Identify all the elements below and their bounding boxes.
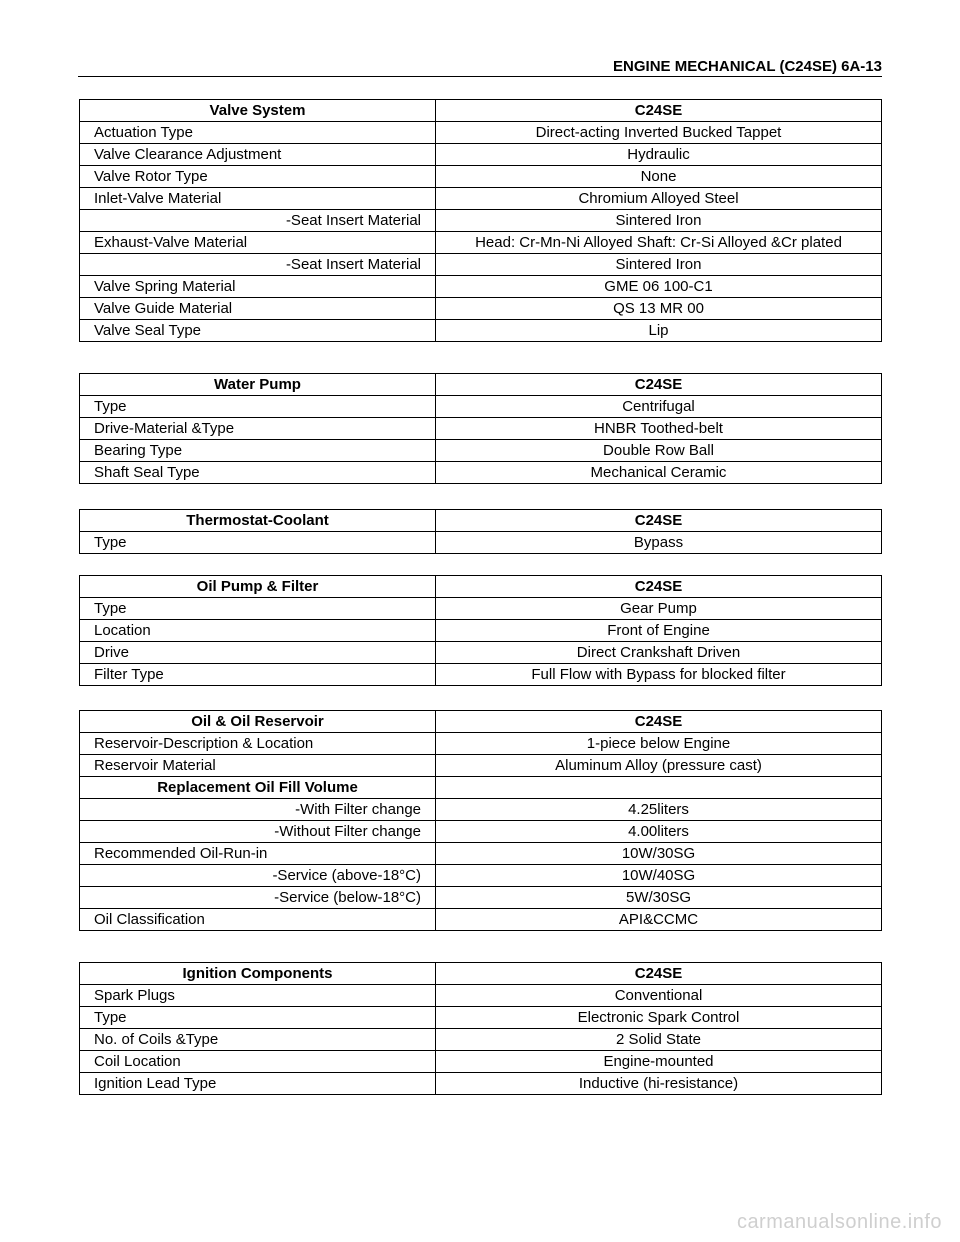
spec-label: Bearing Type bbox=[80, 440, 436, 462]
table-model-heading: C24SE bbox=[436, 510, 882, 532]
table-section-heading: Thermostat-Coolant bbox=[80, 510, 436, 532]
spec-label: No. of Coils &Type bbox=[80, 1029, 436, 1051]
spec-label: Type bbox=[80, 396, 436, 418]
spec-label: -Seat Insert Material bbox=[80, 254, 436, 276]
table-model-heading: C24SE bbox=[436, 576, 882, 598]
table-section-heading: Water Pump bbox=[80, 374, 436, 396]
spec-label: Exhaust-Valve Material bbox=[80, 232, 436, 254]
table-section-heading: Oil & Oil Reservoir bbox=[80, 711, 436, 733]
table-header-row bbox=[80, 100, 882, 122]
spec-table-oil-reservoir bbox=[79, 710, 882, 931]
spec-label: Reservoir-Description & Location bbox=[80, 733, 436, 755]
spec-label: Oil Classification bbox=[80, 909, 436, 931]
table-row bbox=[80, 821, 882, 843]
watermark: carmanualsonline.info bbox=[736, 1211, 942, 1233]
spec-value: Sintered Iron bbox=[436, 210, 882, 232]
table-model-heading: C24SE bbox=[436, 374, 882, 396]
spec-value: Engine-mounted bbox=[436, 1051, 882, 1073]
spec-value: 10W/30SG bbox=[436, 843, 882, 865]
spec-label: Shaft Seal Type bbox=[80, 462, 436, 484]
table-header-row bbox=[80, 711, 882, 733]
table-row bbox=[80, 598, 882, 620]
table-row bbox=[80, 440, 882, 462]
spec-value: Aluminum Alloy (pressure cast) bbox=[436, 755, 882, 777]
spec-value: Gear Pump bbox=[436, 598, 882, 620]
table-row bbox=[80, 166, 882, 188]
spec-value: Centrifugal bbox=[436, 396, 882, 418]
table-row bbox=[80, 276, 882, 298]
spec-label: Drive bbox=[80, 642, 436, 664]
table-row bbox=[80, 320, 882, 342]
spec-label: Type bbox=[80, 598, 436, 620]
table-section-heading: Valve System bbox=[80, 100, 436, 122]
table-row bbox=[80, 843, 882, 865]
spec-value: API&CCMC bbox=[436, 909, 882, 931]
header-rule bbox=[78, 76, 882, 77]
table-row bbox=[80, 865, 882, 887]
spec-value: 4.25liters bbox=[436, 799, 882, 821]
spec-label: Location bbox=[80, 620, 436, 642]
table-row bbox=[80, 1051, 882, 1073]
spec-label: Type bbox=[80, 1007, 436, 1029]
table-model-heading: C24SE bbox=[436, 100, 882, 122]
table-row bbox=[80, 1007, 882, 1029]
spec-label: -Seat Insert Material bbox=[80, 210, 436, 232]
spec-label: Valve Clearance Adjustment bbox=[80, 144, 436, 166]
spec-value: Lip bbox=[436, 320, 882, 342]
spec-table-thermostat-coolant bbox=[79, 509, 882, 554]
spec-value: 4.00liters bbox=[436, 821, 882, 843]
table-header-row bbox=[80, 576, 882, 598]
table-row bbox=[80, 144, 882, 166]
spec-label: Actuation Type bbox=[80, 122, 436, 144]
spec-value: Bypass bbox=[436, 532, 882, 554]
spec-label: Coil Location bbox=[80, 1051, 436, 1073]
spec-label: Valve Guide Material bbox=[80, 298, 436, 320]
spec-value: Direct-acting Inverted Bucked Tappet bbox=[436, 122, 882, 144]
table-header-row bbox=[80, 510, 882, 532]
spec-table-water-pump bbox=[79, 373, 882, 484]
spec-value: Double Row Ball bbox=[436, 440, 882, 462]
table-row bbox=[80, 210, 882, 232]
table-row bbox=[80, 396, 882, 418]
spec-label: Replacement Oil Fill Volume bbox=[80, 777, 436, 799]
spec-label: Filter Type bbox=[80, 664, 436, 686]
table-row bbox=[80, 887, 882, 909]
spec-value: Head: Cr-Mn-Ni Alloyed Shaft: Cr-Si Alloyed &Cr plated bbox=[436, 232, 882, 254]
table-row bbox=[80, 254, 882, 276]
spec-label: Inlet-Valve Material bbox=[80, 188, 436, 210]
spec-label: -Service (below-18°C) bbox=[80, 887, 436, 909]
table-header-row bbox=[80, 963, 882, 985]
table-row bbox=[80, 777, 882, 799]
table-row bbox=[80, 1029, 882, 1051]
spec-label: Recommended Oil-Run-in bbox=[80, 843, 436, 865]
spec-label: Type bbox=[80, 532, 436, 554]
table-row bbox=[80, 418, 882, 440]
spec-value: Direct Crankshaft Driven bbox=[436, 642, 882, 664]
spec-value: HNBR Toothed-belt bbox=[436, 418, 882, 440]
spec-label: Spark Plugs bbox=[80, 985, 436, 1007]
spec-value: Electronic Spark Control bbox=[436, 1007, 882, 1029]
table-row bbox=[80, 909, 882, 931]
table-section-heading: Ignition Components bbox=[80, 963, 436, 985]
table-header-row bbox=[80, 374, 882, 396]
spec-label: Valve Spring Material bbox=[80, 276, 436, 298]
page-header-title: ENGINE MECHANICAL (C24SE) 6A-13 bbox=[613, 58, 882, 75]
table-row bbox=[80, 232, 882, 254]
table-section-heading: Oil Pump & Filter bbox=[80, 576, 436, 598]
spec-value: 1-piece below Engine bbox=[436, 733, 882, 755]
spec-table-valve-system bbox=[79, 99, 882, 342]
spec-label: Reservoir Material bbox=[80, 755, 436, 777]
spec-value: Hydraulic bbox=[436, 144, 882, 166]
table-row bbox=[80, 985, 882, 1007]
table-row bbox=[80, 188, 882, 210]
spec-value: Chromium Alloyed Steel bbox=[436, 188, 882, 210]
table-row bbox=[80, 620, 882, 642]
table-model-heading: C24SE bbox=[436, 711, 882, 733]
spec-table-oil-pump-filter bbox=[79, 575, 882, 686]
spec-value: QS 13 MR 00 bbox=[436, 298, 882, 320]
table-row bbox=[80, 298, 882, 320]
table-row bbox=[80, 733, 882, 755]
spec-label: -Service (above-18°C) bbox=[80, 865, 436, 887]
spec-label: Valve Seal Type bbox=[80, 320, 436, 342]
spec-value: Full Flow with Bypass for blocked filter bbox=[436, 664, 882, 686]
table-row bbox=[80, 755, 882, 777]
spec-label: -Without Filter change bbox=[80, 821, 436, 843]
spec-value: Conventional bbox=[436, 985, 882, 1007]
spec-value: 2 Solid State bbox=[436, 1029, 882, 1051]
spec-value: Front of Engine bbox=[436, 620, 882, 642]
spec-value: None bbox=[436, 166, 882, 188]
spec-value: Sintered Iron bbox=[436, 254, 882, 276]
spec-value: 5W/30SG bbox=[436, 887, 882, 909]
spec-value: 10W/40SG bbox=[436, 865, 882, 887]
table-model-heading: C24SE bbox=[436, 963, 882, 985]
spec-value: GME 06 100-C1 bbox=[436, 276, 882, 298]
table-row bbox=[80, 532, 882, 554]
table-row bbox=[80, 664, 882, 686]
spec-label: Ignition Lead Type bbox=[80, 1073, 436, 1095]
spec-value: Inductive (hi-resistance) bbox=[436, 1073, 882, 1095]
spec-value bbox=[436, 777, 882, 799]
spec-label: -With Filter change bbox=[80, 799, 436, 821]
table-row bbox=[80, 462, 882, 484]
spec-value: Mechanical Ceramic bbox=[436, 462, 882, 484]
spec-label: Valve Rotor Type bbox=[80, 166, 436, 188]
table-row bbox=[80, 799, 882, 821]
table-row bbox=[80, 122, 882, 144]
table-row bbox=[80, 642, 882, 664]
spec-label: Drive-Material &Type bbox=[80, 418, 436, 440]
table-row bbox=[80, 1073, 882, 1095]
spec-table-ignition-components bbox=[79, 962, 882, 1095]
